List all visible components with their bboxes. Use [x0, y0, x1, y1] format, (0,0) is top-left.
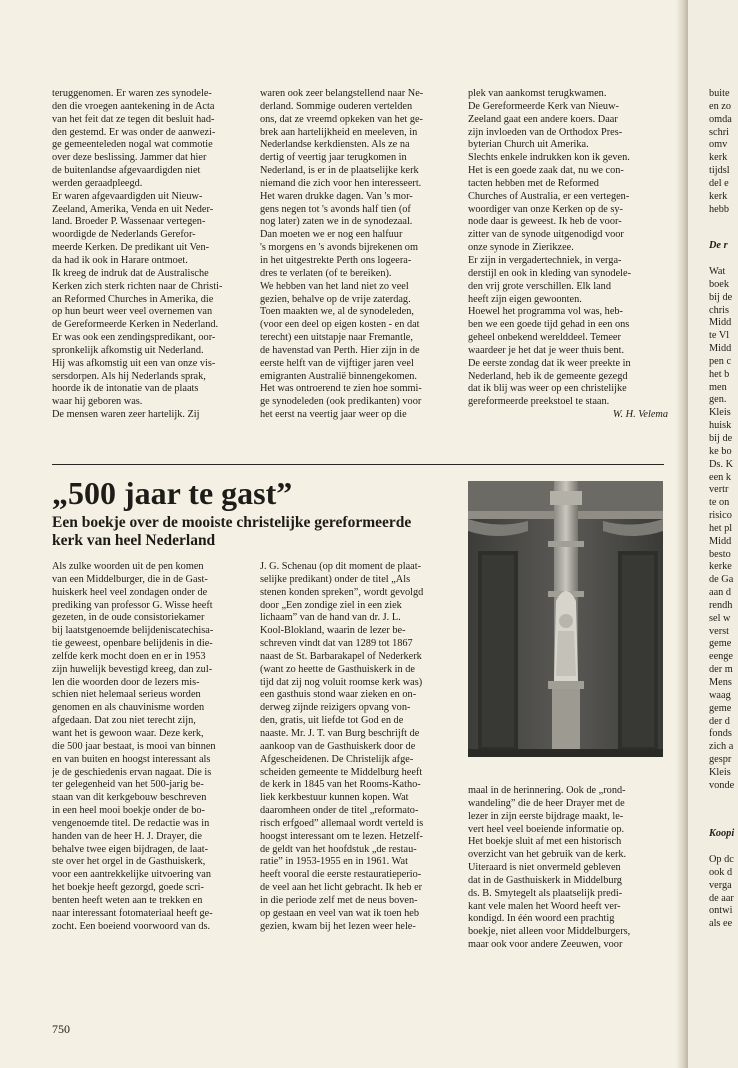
- text-line: Kleis: [709, 407, 731, 419]
- text-line: der d: [709, 715, 730, 727]
- text-line: genomen en als chauvinisme worden: [52, 702, 205, 714]
- text-line: sersdorpen. Als hij Nederlands sprak,: [52, 370, 206, 382]
- article-subtitle: [52, 514, 462, 549]
- text-line: zitter van de synode uitgenodigd voor: [468, 229, 624, 241]
- text-line: zich a: [709, 741, 734, 753]
- text-line: Dan moeten we er nog een halfuur: [260, 229, 403, 241]
- section-divider: [52, 464, 664, 465]
- text-line: pen c: [709, 355, 732, 367]
- facing-page-text-b: [709, 266, 734, 793]
- text-line: kerk: [709, 190, 728, 202]
- text-line: schreven vindt dat van 1289 tot 1867: [260, 638, 413, 650]
- text-line: ratie” in 1953-1955 en in 1961. Wat: [260, 856, 408, 868]
- text-line: del e: [709, 177, 729, 189]
- text-line: benten heeft weten aan te trekken en: [52, 894, 203, 906]
- text-line: ben we een goede tijd gehad in een ons: [468, 319, 630, 331]
- text-line: ge gemeenteleden nogal wat commotie: [52, 139, 213, 151]
- text-line: dertig of veertig jaar terugkomen in: [260, 152, 407, 164]
- text-line: Zeeland gaat een andere koers. Daar: [468, 113, 618, 125]
- text-line: te Vl: [709, 330, 730, 342]
- text-line: naar interessant fotomateriaal heeft ge-: [52, 907, 213, 919]
- text-line: Nederlandse kerkdiensten. Als ze na: [260, 139, 410, 151]
- text-line: in die periode zelf met de neus boven-: [260, 894, 418, 906]
- author-signature: W. H. Velema: [612, 409, 668, 421]
- text-line: waren ook zeer belangstellend naar Ne-: [260, 88, 424, 99]
- text-line: door „Een zondige ziel in een ziek: [260, 599, 402, 611]
- text-line: de veel aan het licht gebracht. Ik heb er: [260, 882, 423, 894]
- text-line: scheiden gemeente te Middelburg heeft: [260, 766, 423, 778]
- text-line: Het waren drukke dagen. Van 's mor-: [260, 190, 413, 202]
- text-line: gezien, behalve op de vrije zaterdag.: [260, 293, 411, 305]
- text-line: byterian Church uit Amerika.: [468, 139, 589, 151]
- text-line: waardeer je het dat je weer thuis bent.: [468, 344, 625, 356]
- text-line: omv: [709, 139, 728, 151]
- church-photo-graphic: [468, 481, 663, 757]
- text-line: gezien, kwam bij het lezen weer hele-: [260, 920, 416, 932]
- text-line: Als zulke woorden uit de pen komen: [52, 561, 204, 572]
- text-line: vert heel veel boeiende informatie op.: [468, 823, 625, 835]
- text-line: gens negen tot 's avonds half tien (of: [260, 203, 411, 215]
- text-line: vengenoemde titel. De redactie was in: [52, 817, 210, 829]
- article-column-1: [52, 561, 252, 933]
- text-line: terecht) een uitstapje naar Fremantle,: [260, 332, 413, 344]
- text-line: Het was ontroerend te zien hoe sommi-: [260, 383, 422, 395]
- text-line: Nederland, heb ik de gemeente gezegd: [468, 370, 628, 382]
- text-line: stenen konden spreken”, wordt gevolgd: [260, 586, 424, 598]
- text-line: dat in de Gasthuiskerk in Middelburg: [468, 874, 622, 886]
- text-line: te on: [709, 497, 730, 509]
- text-line: Er waren afgevaardigden uit Nieuw-: [52, 190, 203, 202]
- text-line: en zo: [709, 100, 732, 112]
- text-line: wandeling” die de heer Drayer met de: [468, 797, 625, 809]
- text-line: woordigde de Nederlands Gerefor-: [52, 229, 196, 241]
- text-line: bij de: [709, 432, 733, 444]
- text-line: Zeeland, Amerika, Venda en uit Neder-: [52, 203, 214, 215]
- text-line: De eerste zondag dat ik weer preekte in: [468, 357, 631, 369]
- text-line: gezeten, in de oude consistoriekamer: [52, 612, 205, 624]
- text-line: de Gereformeerde Kerken in Nederland.: [52, 319, 219, 331]
- text-line: en van buiten en hoogst interessant als: [52, 753, 211, 765]
- text-line: als ee: [709, 918, 733, 930]
- facing-page-heading-1: De r: [709, 240, 728, 251]
- text-line: in het uitgestrekte Perth ons logeera-: [260, 254, 412, 266]
- text-line: omda: [709, 113, 732, 125]
- text-line: der m: [709, 664, 733, 676]
- article-subtitle-line: Een boekje over de mooiste christelijke gereformeerde: [52, 514, 412, 531]
- article-subtitle-line: kerk van heel Nederland: [52, 531, 216, 549]
- text-line: emigranten Australië binnengekomen.: [260, 370, 417, 382]
- text-line: in een heel mooi boekje onder de bo-: [52, 805, 205, 817]
- text-line: de geldt van het hoofdstuk „de restau-: [260, 843, 417, 855]
- text-line: behalve twee eigen bijdragen, de laat-: [52, 843, 209, 855]
- text-line: derweg zijnde reizigers opvang von-: [260, 702, 411, 714]
- text-line: de kerk in 1845 van het Rooms-Katho-: [260, 779, 421, 791]
- text-line: gen.: [709, 394, 727, 406]
- text-line: Er zijn in vergadertechniek, in verga-: [468, 254, 622, 266]
- article-column-3: [468, 785, 668, 952]
- text-line: naaste. Mr. J. T. van Burg beschrijft de: [260, 727, 420, 739]
- text-line: Midd: [709, 317, 732, 329]
- text-line: Het boekje sluit af met een historisch: [468, 836, 622, 848]
- text-line: We hebben van het land niet zo veel: [260, 280, 409, 292]
- text-line: spronkelijk afkomstig uit Nederland.: [52, 344, 204, 356]
- text-line: selijke predikant) onder de titel „Als: [260, 573, 411, 585]
- text-line: ste over het orgel in de Gasthuiskerk,: [52, 856, 206, 868]
- text-line: Afgescheidenen. De Christelijk afge-: [260, 753, 414, 765]
- text-line: de buitenlandse afgevaardigden niet: [52, 165, 201, 177]
- text-line: huiskerk heel veel zondagen onder de: [52, 586, 208, 598]
- top-column-3-text: [468, 88, 668, 409]
- text-line: (voor een deel op eigen kosten - en dat: [260, 319, 420, 331]
- page-number: 750: [52, 1022, 70, 1036]
- text-line: meerde Kerken. De predikant uit Ven-: [52, 242, 210, 254]
- text-line: het pl: [709, 522, 733, 534]
- book-gutter: [676, 0, 688, 1068]
- text-line: ter gelegenheid van het 500-jarig be-: [52, 779, 204, 791]
- text-line: den vrij grote verschillen. Elk land: [468, 280, 611, 292]
- text-line: De mensen waren zeer hartelijk. Zij: [52, 409, 200, 421]
- text-line: 's morgens en 's avonds bijrekenen om: [260, 242, 418, 254]
- text-line: op gestaan en veel van wat ik toen heb: [260, 907, 419, 919]
- text-line: tijdsl: [709, 165, 730, 177]
- text-line: de Ga: [709, 574, 734, 586]
- text-line: ds. B. Smytegelt als plaatselijk predi-: [468, 887, 623, 899]
- text-line: aan d: [709, 587, 732, 599]
- text-line: Er was ook een zendingspredikant, oor-: [52, 332, 216, 344]
- text-line: ontwi: [709, 905, 733, 917]
- text-line: besto: [709, 548, 731, 560]
- text-line: node daar is geweest. Ik heb de voor-: [468, 216, 622, 228]
- text-line: kerk: [709, 152, 728, 164]
- text-line: aankoop van de Gasthuiskerk door de: [260, 740, 416, 752]
- text-line: sel w: [709, 612, 731, 624]
- text-line: overzicht van het gebruik van de kerk.: [468, 849, 627, 861]
- text-line: liek kerkbestuur kunnen kopen. Wat: [260, 792, 409, 804]
- text-line: geme: [709, 638, 732, 650]
- text-line: kerke: [709, 561, 732, 573]
- text-line: geheel onbekend werelddeel. Temeer: [468, 332, 621, 344]
- text-line: vonde: [709, 779, 735, 791]
- text-line: daaromheen onder de titel „reformato-: [260, 805, 419, 817]
- text-line: het eerst na veertig jaar weer op die: [260, 409, 407, 421]
- text-line: kondigd. In één woord een prachtig: [468, 913, 615, 925]
- text-line: het b: [709, 368, 730, 380]
- text-line: handen van de heer H. J. Drayer, die: [52, 830, 202, 842]
- top-column-1: [52, 88, 252, 422]
- text-line: zijn huwelijk bevestigd kreeg, dan zul-: [52, 663, 213, 675]
- text-line: waar hij geboren was.: [52, 396, 143, 408]
- text-line: Ik kreeg de indruk dat de Australische: [52, 267, 209, 279]
- text-line: risch erfgoed” allemaal wordt verteld is: [260, 817, 424, 829]
- church-interior-photo: [468, 481, 663, 757]
- text-line: tacten hebben met de Reformed: [468, 177, 599, 189]
- text-line: ke bo: [709, 445, 732, 457]
- text-line: Nederland, is er in de plaatselijke kerk: [260, 165, 419, 177]
- text-line: ge synodeleden (ook predikanten) voor: [260, 396, 422, 408]
- text-line: kant vele malen het Woord heeft ver-: [468, 900, 621, 912]
- facing-page-text-a: [709, 88, 732, 216]
- text-line: nog later) zaten we in de synodezaal.: [260, 216, 413, 228]
- text-line: tie geweest, openbare belijdenis in die-: [52, 638, 213, 650]
- text-line: dres te verlaten (of te bereiken).: [260, 267, 392, 279]
- text-line: Op dc: [709, 854, 734, 865]
- text-line: zocht. Een boeiend voorwoord van ds.: [52, 920, 211, 932]
- text-line: Wat: [709, 266, 726, 277]
- text-line: Uiteraard is niet onvermeld gebleven: [468, 862, 621, 874]
- text-line: een gasthuis stond waar zieken en on-: [260, 689, 417, 701]
- text-line: dat ik blij was weer op een christelijke: [468, 383, 627, 395]
- text-line: Toen maakten we, al de synodeleden,: [260, 306, 414, 318]
- text-line: huisk: [709, 420, 732, 432]
- text-line: verga: [709, 879, 732, 891]
- text-line: van het feit dat ze tegen dit besluit had-: [52, 113, 215, 125]
- text-line: eerste helft van de vijftiger jaren veel: [260, 357, 414, 369]
- text-line: woordiger van onze Kerken op de sy-: [468, 203, 623, 215]
- text-line: verst: [709, 625, 730, 637]
- text-line: len die woorden door de lezers mis-: [52, 676, 200, 688]
- article-column-2: [260, 561, 460, 933]
- text-line: Hij was afkomstig uit een van onze vis-: [52, 357, 216, 369]
- text-line: risico: [709, 510, 732, 522]
- text-line: de havenstad van Perth. Hier zijn in de: [260, 344, 420, 356]
- text-line: buite: [709, 88, 730, 99]
- text-line: da had ik ook in Harare ontmoet.: [52, 254, 188, 266]
- text-line: werden geraadpleegd.: [52, 177, 143, 189]
- text-line: eenge: [709, 651, 734, 663]
- text-line: afgedaan. Dat zou niet terecht zijn,: [52, 715, 196, 727]
- text-line: staan van dit kerkgebouw beschreven: [52, 792, 207, 804]
- text-line: J. G. Schenau (op dit moment de plaat-: [260, 561, 421, 572]
- article-title: „500 jaar te gast”: [52, 475, 293, 511]
- text-line: je de geschiedenis ervan nagaat. Die is: [52, 766, 212, 778]
- text-line: lezer in zijn eerste bijdrage maakt, le-: [468, 810, 624, 822]
- text-line: hoogst interessant om te lezen. Hetzelf-: [260, 830, 423, 842]
- text-line: Kerken zich sterk richten naar de Christi-: [52, 280, 223, 292]
- text-line: Kleis: [709, 766, 731, 778]
- text-line: rendh: [709, 599, 733, 611]
- text-line: schien niet helemaal serieus worden: [52, 689, 201, 701]
- text-line: niemand die zich voor hen interesseert.: [260, 177, 422, 189]
- facing-page-edge: [688, 0, 738, 1068]
- text-line: want het is gewoon waar. Deze kerk,: [52, 727, 204, 739]
- text-line: Hoewel het programma vol was, heb-: [468, 306, 623, 318]
- text-line: Kool-Blokland, waarin de lezer be-: [260, 625, 406, 637]
- text-line: ook d: [709, 866, 733, 878]
- text-line: bij de: [709, 291, 733, 303]
- text-line: de aar: [709, 892, 734, 904]
- text-line: Midd: [709, 343, 732, 355]
- text-line: derstijl en ook in kleding van synodele-: [468, 267, 632, 279]
- text-line: het boekje heeft gezorgd, goede scri-: [52, 882, 204, 894]
- text-line: fonds: [709, 728, 732, 740]
- text-line: men: [709, 381, 727, 393]
- text-line: an Reformed Churches in Amerika, die: [52, 293, 214, 305]
- text-line: Churches of Australia, er een vertegen-: [468, 190, 630, 202]
- text-line: gespr: [709, 754, 732, 766]
- text-line: vertr: [709, 484, 729, 496]
- text-line: van een Middelburger, die in de Gast-: [52, 573, 208, 585]
- text-line: zijn invloeden van de Orthodox Pres-: [468, 126, 623, 138]
- top-column-3: [468, 88, 668, 422]
- text-line: op hun beurt weer veel overnemen van: [52, 306, 213, 318]
- text-line: maal in de herinnering. Ook de „rond-: [468, 785, 626, 796]
- text-line: bij laatstgenoemde belijdeniscatechisa-: [52, 625, 214, 637]
- text-line: Midd: [709, 535, 732, 547]
- top-column-2: [260, 88, 460, 422]
- text-line: Slechts enkele indrukken kon ik geven.: [468, 152, 630, 164]
- text-line: (want zo heette de Gasthuiskerk in de: [260, 663, 415, 675]
- text-line: den, gratis, uit liefde tot God en de: [260, 715, 404, 727]
- text-line: Het is een goede zaak dat, nu we con-: [468, 165, 624, 177]
- text-line: geme: [709, 702, 732, 714]
- text-line: die 500 jaar bestaat, is mooi van binnen: [52, 740, 216, 752]
- facing-page-heading-2: Koopi: [709, 828, 735, 839]
- text-line: Ds. K: [709, 458, 734, 470]
- text-line: hoorde ik de intonatie van de plaats: [52, 383, 199, 395]
- text-line: een k: [709, 471, 732, 483]
- text-line: derland. Sommige ouderen vertelden: [260, 100, 413, 112]
- text-line: den gestemd. Er was onder de aanwezi-: [52, 126, 216, 138]
- text-line: prediking van professor G. Wisse heeft: [52, 599, 213, 611]
- text-line: gereformeerde preekstoel te staan.: [468, 396, 610, 408]
- text-line: boekje, niet alleen voor Middelburgers,: [468, 926, 631, 938]
- text-line: chris: [709, 304, 730, 316]
- text-line: naast de St. Barbarakapel of Nederkerk: [260, 650, 422, 662]
- text-line: den die vroegen aantekening in de Acta: [52, 100, 215, 112]
- text-line: onze synode in Zierikzee.: [468, 242, 574, 254]
- text-line: De Gereformeerde Kerk van Nieuw-: [468, 100, 619, 112]
- text-line: ons, dat ze vreemd opkeken van het ge-: [260, 113, 423, 125]
- text-line: heeft zijn eigen gewoonten.: [468, 293, 582, 305]
- text-line: lichaam” van de hand van dr. J. L.: [260, 612, 401, 624]
- facing-page-text-c: [709, 854, 734, 931]
- text-line: tijd dat zij nog voluit roomse kerk was): [260, 676, 423, 688]
- text-line: heeft vooral die eerste restauratieperio-: [260, 869, 422, 881]
- text-line: boek: [709, 278, 730, 290]
- text-line: voor een aantrekkelijke uitvoering van: [52, 869, 211, 881]
- text-line: waag: [709, 689, 731, 701]
- text-line: hebb: [709, 203, 730, 215]
- text-line: land. Broeder P. Wassenaar vertegen-: [52, 216, 206, 228]
- text-line: zelfde kerk mocht doen en er in 1953: [52, 650, 206, 662]
- text-line: brek aan hartelijkheid en meeleven, in: [260, 126, 418, 138]
- text-line: maar ook voor andere Zeeuwen, voor: [468, 939, 623, 951]
- text-line: schri: [709, 126, 730, 138]
- text-line: Mens: [709, 677, 732, 688]
- text-line: plek van aankomst terugkwamen.: [468, 88, 607, 99]
- text-line: over deze beslissing. Jammer dat hier: [52, 152, 207, 164]
- text-line: teruggenomen. Er waren zes synodele-: [52, 88, 212, 99]
